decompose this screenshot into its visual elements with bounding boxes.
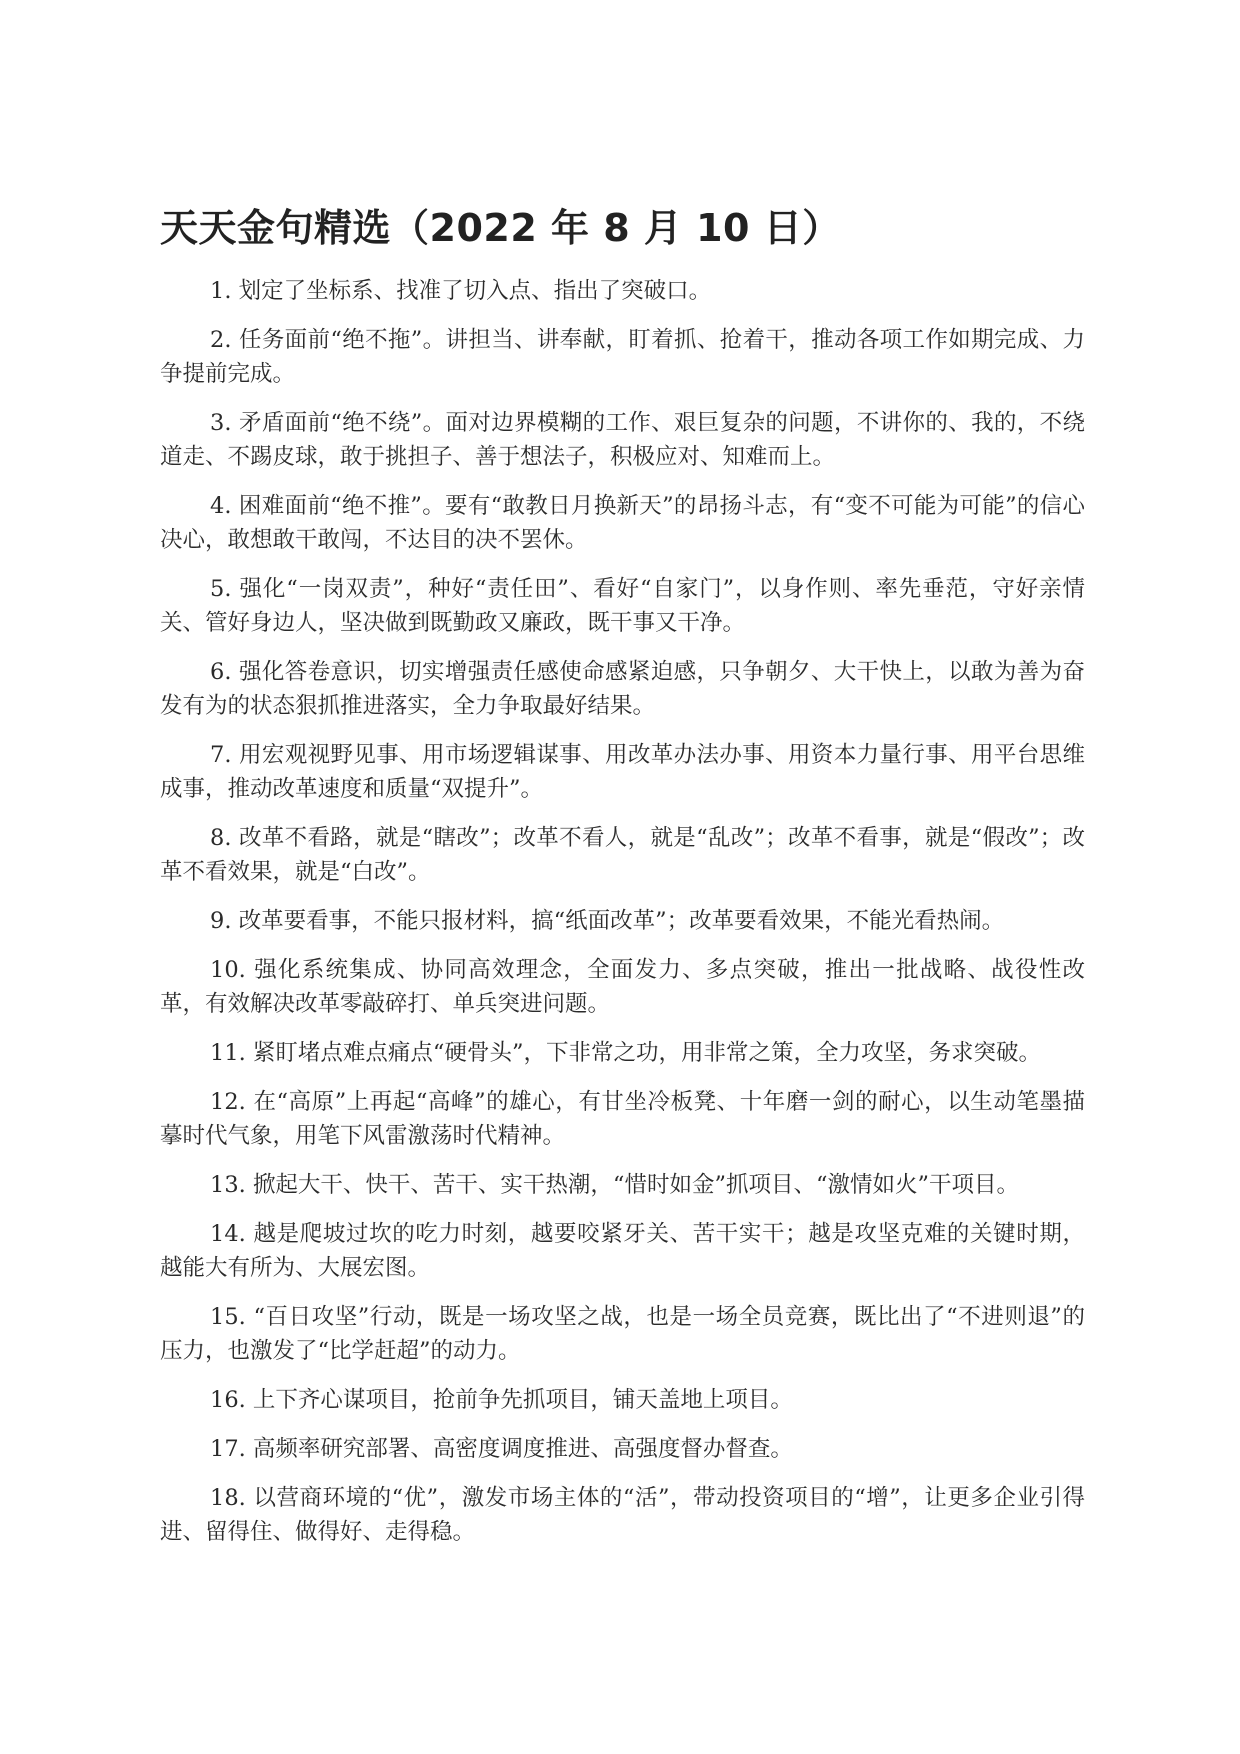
quote-list <box>160 274 1085 1549</box>
quote-item-7: 7. 用宏观视野见事、用市场逻辑谋事、用改革办法办事、用资本力量行事、用平台思维成事，推动改革速度和质量“双提升”。 <box>160 742 1085 802</box>
quote-item-8: 8. 改革不看路，就是“瞎改”；改革不看人，就是“乱改”；改革不看事，就是“假改”；改革不看效果，就是“白改”。 <box>160 825 1085 885</box>
quote-item-15: 15. “百日攻坚”行动，既是一场攻坚之战，也是一场全员竞赛，既比出了“不进则退”的压力，也激发了“比学赶超”的动力。 <box>160 1304 1085 1364</box>
quote-item-2: 2. 任务面前“绝不拖”。讲担当、讲奉献，盯着抓、抢着干，推动各项工作如期完成、力争提前完成。 <box>160 327 1085 387</box>
quote-item-18: 18. 以营商环境的“优”，激发市场主体的“活”，带动投资项目的“增”，让更多企业引得进、留得住、做得好、走得稳。 <box>160 1485 1085 1545</box>
quote-item-9: 9. 改革要看事，不能只报材料，搞“纸面改革”；改革要看效果，不能光看热闹。 <box>210 908 1005 934</box>
quote-item-5: 5. 强化“一岗双责”，种好“责任田”、看好“自家门”，以身作则、率先垂范，守好亲情关、管好身边人，坚决做到既勤政又廉政，既干事又干净。 <box>160 576 1085 636</box>
quote-item-10: 10. 强化系统集成、协同高效理念，全面发力、多点突破，推出一批战略、战役性改革，有效解决改革零敲碎打、单兵突进问题。 <box>160 957 1085 1017</box>
quote-item-13: 13. 掀起大干、快干、苦干、实干热潮，“惜时如金”抓项目、“激情如火”干项目。 <box>210 1172 1019 1198</box>
quote-item-12: 12. 在“高原”上再起“高峰”的雄心，有甘坐冷板凳、十年磨一剑的耐心，以生动笔墨描摹时代气象，用笔下风雷激荡时代精神。 <box>160 1089 1085 1149</box>
quote-item-4: 4. 困难面前“绝不推”。要有“敢教日月换新天”的昂扬斗志，有“变不可能为可能”的信心决心，敢想敢干敢闯，不达目的决不罢休。 <box>160 493 1085 553</box>
quote-item-11: 11. 紧盯堵点难点痛点“硬骨头”，下非常之功，用非常之策，全力攻坚，务求突破。 <box>210 1040 1041 1066</box>
quote-item-17: 17. 高频率研究部署、高密度调度推进、高强度督办督查。 <box>210 1436 793 1462</box>
quote-item-6: 6. 强化答卷意识，切实增强责任感使命感紧迫感，只争朝夕、大干快上，以敢为善为奋发有为的状态狠抓推进落实，全力争取最好结果。 <box>160 659 1085 719</box>
quote-item-3: 3. 矛盾面前“绝不绕”。面对边界模糊的工作、艰巨复杂的问题，不讲你的、我的，不绕道走、不踢皮球，敢于挑担子、善于想法子，积极应对、知难而上。 <box>160 410 1085 470</box>
quote-item-16: 16. 上下齐心谋项目，抢前争先抓项目，铺天盖地上项目。 <box>210 1387 793 1413</box>
quote-item-1: 1. 划定了坐标系、找准了切入点、指出了突破口。 <box>210 278 712 304</box>
document-page <box>160 200 1085 1564</box>
document-title: 天天金句精选（2022 年 8 月 10 日） <box>160 206 841 250</box>
quote-item-14: 14. 越是爬坡过坎的吃力时刻，越要咬紧牙关、苦干实干；越是攻坚克难的关键时期，越能大有所为、大展宏图。 <box>160 1221 1085 1281</box>
